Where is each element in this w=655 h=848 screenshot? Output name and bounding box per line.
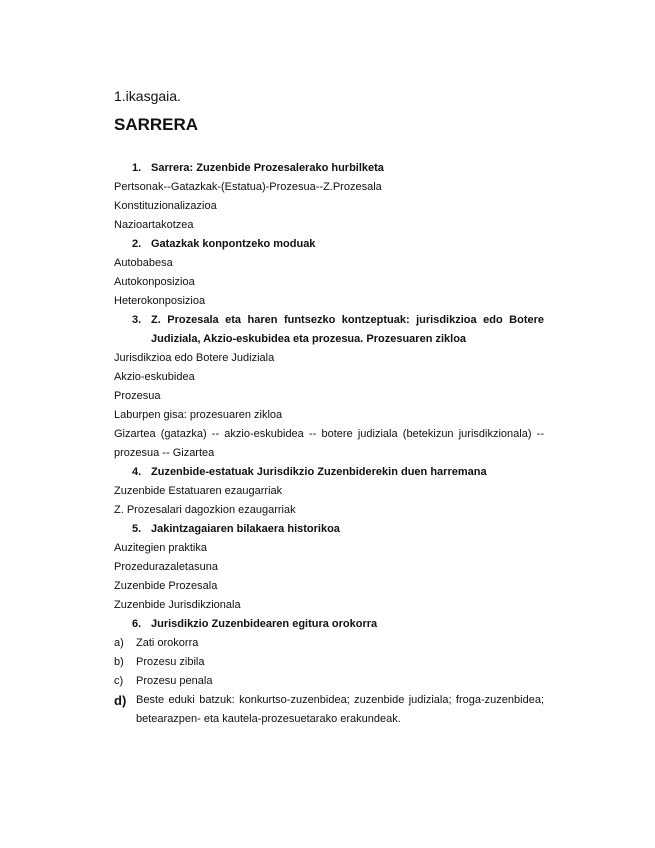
list-item: Autokonposizioa bbox=[114, 276, 195, 288]
list-item: Prozedurazaletasuna bbox=[114, 561, 218, 573]
section-heading bbox=[114, 615, 544, 634]
section-heading bbox=[114, 311, 544, 349]
list-item: Z. Prozesalari dagozkion ezaugarriak bbox=[114, 504, 296, 516]
section-3 bbox=[114, 311, 544, 463]
section-heading-text: Gatazkak konpontzeko moduak bbox=[151, 238, 316, 250]
lettered-item bbox=[114, 653, 544, 672]
section-number: 4. bbox=[132, 466, 142, 478]
section-heading bbox=[114, 235, 544, 254]
item-text: Zati orokorra bbox=[136, 637, 199, 649]
section-number: 1. bbox=[132, 162, 142, 174]
list-item: Jurisdikzioa edo Botere Judiziala bbox=[114, 352, 275, 364]
item-text: Prozesu zibila bbox=[136, 656, 205, 668]
section-4 bbox=[114, 463, 544, 520]
list-item: Autobabesa bbox=[114, 257, 173, 269]
list-item: Prozesua bbox=[114, 390, 161, 402]
lettered-item bbox=[114, 634, 544, 653]
item-letter: c) bbox=[114, 675, 124, 687]
list-item: Gizartea (gatazka) -- akzio-eskubidea -- botere judiziala (betekizun jurisdikzionala) -- prozesua -- Gizartea bbox=[114, 428, 544, 459]
list-item: Akzio-eskubidea bbox=[114, 371, 195, 383]
section-1 bbox=[114, 159, 544, 235]
lesson-label: 1.ikasgaia. bbox=[114, 88, 181, 104]
list-item: Zuzenbide Estatuaren ezaugarriak bbox=[114, 485, 283, 497]
list-item: Nazioartakotzea bbox=[114, 219, 194, 231]
section-number: 2. bbox=[132, 238, 142, 250]
list-item: Zuzenbide Prozesala bbox=[114, 580, 218, 592]
section-6 bbox=[114, 615, 544, 729]
list-item: Heterokonposizioa bbox=[114, 295, 206, 307]
lettered-item bbox=[114, 691, 544, 729]
section-heading-text: Sarrera: Zuzenbide Prozesalerako hurbilketa bbox=[151, 162, 384, 174]
section-heading-text: Jakintzagaiaren bilakaera historikoa bbox=[151, 523, 340, 535]
section-number: 3. bbox=[132, 314, 142, 326]
section-heading-text: Zuzenbide-estatuak Jurisdikzio Zuzenbiderekin duen harremana bbox=[151, 466, 487, 478]
list-item: Laburpen gisa: prozesuaren zikloa bbox=[114, 409, 283, 421]
item-letter: b) bbox=[114, 656, 124, 668]
section-heading bbox=[114, 463, 544, 482]
document-page bbox=[114, 88, 544, 729]
page-title: SARRERA bbox=[114, 115, 199, 134]
section-heading bbox=[114, 520, 544, 539]
syllabus-sections bbox=[114, 159, 544, 729]
item-text: Prozesu penala bbox=[136, 675, 213, 687]
lettered-item bbox=[114, 672, 544, 691]
item-letter: a) bbox=[114, 637, 124, 649]
section-number: 6. bbox=[132, 618, 142, 630]
list-item: Pertsonak--Gatazkak-(Estatua)-Prozesua--Z.Prozesala bbox=[114, 181, 382, 193]
section-number: 5. bbox=[132, 523, 142, 535]
item-letter: d) bbox=[114, 693, 127, 708]
list-item: Konstituzionalizazioa bbox=[114, 200, 217, 212]
section-heading-text: Z. Prozesala eta haren funtsezko kontzeptuak: jurisdikzioa edo Botere Judiziala, Akzio-eskubidea eta prozesua. Prozesuaren zikloa bbox=[151, 314, 544, 345]
list-item: Auzitegien praktika bbox=[114, 542, 207, 554]
section-2 bbox=[114, 235, 544, 311]
list-item: Zuzenbide Jurisdikzionala bbox=[114, 599, 241, 611]
section-heading-text: Jurisdikzio Zuzenbidearen egitura orokorra bbox=[151, 618, 378, 630]
item-text: Beste eduki batzuk: konkurtso-zuzenbidea; zuzenbide judiziala; froga-zuzenbidea; betearazpen- eta kautela-prozesuetarako erakundeak. bbox=[136, 694, 544, 725]
section-heading bbox=[114, 159, 544, 178]
section-5 bbox=[114, 520, 544, 615]
